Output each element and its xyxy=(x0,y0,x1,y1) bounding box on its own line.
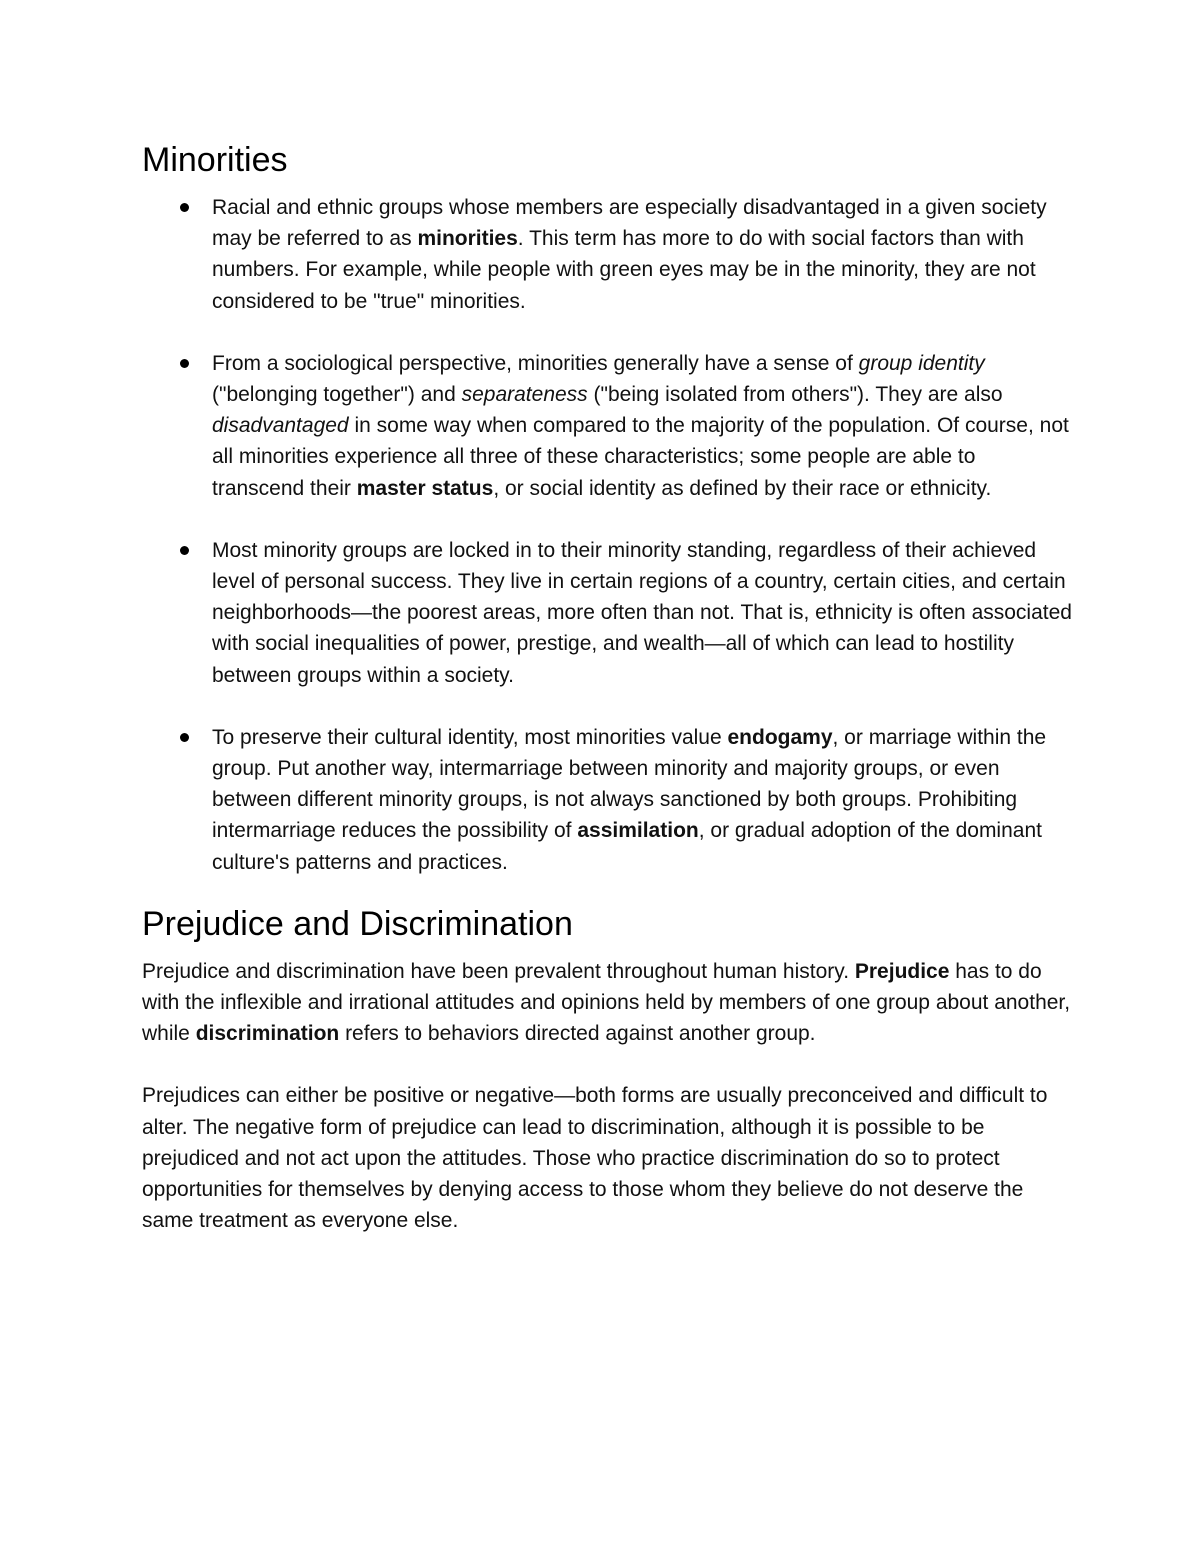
bullet-icon xyxy=(180,359,189,368)
bullet-icon xyxy=(180,733,189,742)
bullet-text xyxy=(212,196,1047,313)
text-run: ("belonging together") and xyxy=(212,383,462,407)
text-run: , or marriage within the group. Put another way, intermarriage between minority and majority groups, or even between different minority groups, is not always sanctioned by both groups. Prohibiting intermarriage reduces the possibility of xyxy=(212,725,1047,843)
text-run: . This term has more to do with social factors than with numbers. For example, while people with green eyes may be in the minority, they are not considered to be "true" minorities. xyxy=(212,227,1036,313)
minorities-bullet-list xyxy=(142,192,1072,878)
heading-prejudice-and-discrimination: Prejudice and Discrimination xyxy=(142,904,573,943)
text-run: has to do with the inflexible and irrational attitudes and opinions held by members of one group about another, while xyxy=(142,959,1071,1046)
italic-term: group identity xyxy=(858,351,985,375)
text-run: From a sociological perspective, minorities generally have a sense of xyxy=(212,351,859,375)
paragraph xyxy=(142,956,1072,1050)
bullet-text xyxy=(212,352,1069,500)
bold-term: Prejudice xyxy=(854,959,950,983)
bold-term: discrimination xyxy=(195,1022,340,1046)
heading-minorities: Minorities xyxy=(142,141,288,179)
bullet-item xyxy=(142,348,1072,504)
text-run: To preserve their cultural identity, most minorities value xyxy=(212,725,728,749)
text-run: Prejudices can either be positive or negative—both forms are usually preconceived and difficult to alter. The negative form of prejudice can lead to discrimination, although it is possible to be prejudiced and not act upon the attitudes. Those who practice discrimination do so to protect opportunities for themselves by denying access to those whom they believe do not deserve the same treatment as everyone else. xyxy=(142,1084,1048,1233)
text-run: , or gradual adoption of the dominant culture's patterns and practices. xyxy=(212,819,1042,874)
bullet-item xyxy=(142,722,1072,878)
text-run: refers to behaviors directed against another group. xyxy=(339,1022,816,1046)
text-run: Prejudice and discrimination have been prevalent throughout human history. xyxy=(142,959,855,983)
italic-term: separateness xyxy=(461,383,588,407)
bullet-icon xyxy=(180,203,189,212)
bold-term: master status xyxy=(356,476,494,500)
bold-term: minorities xyxy=(417,227,518,251)
text-run: in some way when compared to the majority of the population. Of course, not all minorities experience all three of these characteristics; some people are able to transcend their xyxy=(212,414,1069,500)
bullet-item xyxy=(142,535,1072,691)
bullet-text xyxy=(212,539,1072,687)
text-run: , or social identity as defined by their race or ethnicity. xyxy=(493,476,992,500)
bold-term: assimilation xyxy=(577,819,699,843)
bullet-icon xyxy=(180,546,189,555)
text-run: ("being isolated from others"). They are also xyxy=(587,383,1003,407)
paragraph xyxy=(142,1080,1072,1236)
italic-term: disadvantaged xyxy=(212,414,349,438)
document-page xyxy=(142,138,1072,1267)
bullet-text xyxy=(212,726,1046,874)
bold-term: endogamy xyxy=(727,725,833,749)
bullet-item xyxy=(142,192,1072,317)
text-run: Most minority groups are locked in to their minority standing, regardless of their achieved level of personal success. They live in certain regions of a country, certain cities, and certain neighborhoods—the poorest areas, more often than not. That is, ethnicity is often associated with social inequalities of power, prestige, and wealth—all of which can lead to hostility between groups within a society. xyxy=(212,538,1072,687)
text-run: Racial and ethnic groups whose members are especially disadvantaged in a given society may be referred to as xyxy=(212,196,1047,251)
